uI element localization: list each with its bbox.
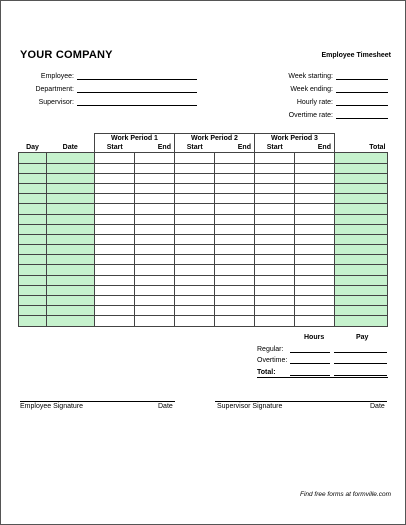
day-cell[interactable]	[19, 296, 47, 306]
wp3-end-cell[interactable]	[295, 265, 335, 275]
wp3-start-cell[interactable]	[255, 296, 295, 306]
total-cell[interactable]	[335, 204, 388, 214]
supervisor-label: Supervisor:	[38, 99, 74, 106]
wp3-end-cell[interactable]	[295, 204, 335, 214]
table-row	[19, 194, 388, 204]
wp1-end-cell[interactable]	[135, 275, 175, 285]
department-input-line[interactable]	[77, 84, 197, 93]
work-period-2-header: Work Period 2	[175, 134, 255, 144]
table-row	[19, 285, 388, 295]
date-cell[interactable]	[47, 255, 95, 265]
wp3-start-cell[interactable]	[255, 285, 295, 295]
employee-signature-label: Employee Signature	[20, 403, 84, 410]
table-row	[19, 245, 388, 255]
wp3-start-cell[interactable]	[255, 265, 295, 275]
wp1-end-cell[interactable]	[135, 183, 175, 193]
wp2-end-cell[interactable]	[215, 306, 255, 316]
wp1-end-cell[interactable]	[135, 245, 175, 255]
wp2-start-cell[interactable]	[175, 173, 215, 183]
table-row	[19, 234, 388, 244]
day-cell[interactable]	[19, 183, 47, 193]
hourly-rate-field[interactable]	[257, 97, 388, 106]
table-row	[19, 306, 388, 316]
wp1-end-cell[interactable]	[135, 265, 175, 275]
regular-label: Regular:	[257, 346, 284, 353]
work-period-3-header: Work Period 3	[255, 134, 335, 144]
day-cell[interactable]	[19, 204, 47, 214]
day-cell[interactable]	[19, 234, 47, 244]
overtime-rate-input-line[interactable]	[336, 110, 388, 119]
pay-header: Pay	[356, 334, 369, 341]
wp3-end-cell[interactable]	[295, 214, 335, 224]
wp2-start-cell[interactable]	[175, 255, 215, 265]
wp2-end-cell[interactable]	[215, 183, 255, 193]
wp3-end-cell[interactable]	[295, 296, 335, 306]
wp1-end-header: End	[135, 143, 175, 153]
wp3-start-cell[interactable]	[255, 163, 295, 173]
date-cell[interactable]	[47, 275, 95, 285]
total-cell[interactable]	[335, 194, 388, 204]
total-cell[interactable]	[335, 296, 388, 306]
total-cell[interactable]	[335, 255, 388, 265]
wp2-end-cell[interactable]	[215, 153, 255, 163]
employee-signature-line[interactable]	[20, 401, 175, 402]
wp3-start-cell[interactable]	[255, 306, 295, 316]
date-cell[interactable]	[47, 224, 95, 234]
wp2-start-cell[interactable]	[175, 234, 215, 244]
wp1-start-cell[interactable]	[95, 255, 135, 265]
table-row	[19, 296, 388, 306]
wp3-start-cell[interactable]	[255, 316, 295, 326]
wp1-end-cell[interactable]	[135, 224, 175, 234]
wp3-start-cell[interactable]	[255, 204, 295, 214]
wp3-end-cell[interactable]	[295, 285, 335, 295]
wp3-end-cell[interactable]	[295, 234, 335, 244]
wp2-end-cell[interactable]	[215, 214, 255, 224]
wp2-end-cell[interactable]	[215, 265, 255, 275]
wp1-start-cell[interactable]	[95, 316, 135, 326]
date-cell[interactable]	[47, 234, 95, 244]
supervisor-signature-label: Supervisor Signature	[217, 403, 283, 410]
day-cell[interactable]	[19, 153, 47, 163]
wp2-end-cell[interactable]	[215, 255, 255, 265]
total-label: Total:	[257, 369, 276, 376]
total-cell[interactable]	[335, 224, 388, 234]
wp1-start-cell[interactable]	[95, 173, 135, 183]
day-cell[interactable]	[19, 163, 47, 173]
wp1-end-cell[interactable]	[135, 204, 175, 214]
wp1-start-cell[interactable]	[95, 306, 135, 316]
date-cell[interactable]	[47, 214, 95, 224]
table-row	[19, 255, 388, 265]
wp3-start-cell[interactable]	[255, 245, 295, 255]
wp1-start-cell[interactable]	[95, 194, 135, 204]
wp1-start-cell[interactable]	[95, 285, 135, 295]
wp1-start-cell[interactable]	[95, 234, 135, 244]
date-cell[interactable]	[47, 163, 95, 173]
wp2-start-cell[interactable]	[175, 316, 215, 326]
table-row	[19, 275, 388, 285]
wp3-start-cell[interactable]	[255, 153, 295, 163]
table-row	[19, 214, 388, 224]
week-starting-label: Week starting:	[288, 73, 333, 80]
employee-input-line[interactable]	[77, 71, 197, 80]
overtime-hours-line[interactable]	[290, 355, 330, 364]
department-field[interactable]	[1, 84, 197, 93]
regular-pay-line[interactable]	[334, 344, 387, 353]
wp1-start-cell[interactable]	[95, 214, 135, 224]
employee-date-label: Date	[158, 403, 173, 410]
wp1-end-cell[interactable]	[135, 163, 175, 173]
wp1-start-header: Start	[95, 143, 135, 153]
wp2-start-cell[interactable]	[175, 275, 215, 285]
day-cell[interactable]	[19, 316, 47, 326]
day-cell[interactable]	[19, 265, 47, 275]
wp2-start-cell[interactable]	[175, 265, 215, 275]
wp2-end-cell[interactable]	[215, 194, 255, 204]
wp1-start-cell[interactable]	[95, 204, 135, 214]
week-starting-field[interactable]	[257, 71, 388, 80]
wp3-end-cell[interactable]	[295, 245, 335, 255]
company-name: YOUR COMPANY	[20, 49, 113, 61]
wp3-end-cell[interactable]	[295, 275, 335, 285]
wp2-start-cell[interactable]	[175, 163, 215, 173]
regular-hours-line[interactable]	[290, 344, 330, 353]
department-label: Department:	[35, 86, 74, 93]
wp3-end-cell[interactable]	[295, 173, 335, 183]
wp3-end-cell[interactable]	[295, 183, 335, 193]
wp2-start-cell[interactable]	[175, 153, 215, 163]
wp2-start-cell[interactable]	[175, 285, 215, 295]
wp2-start-cell[interactable]	[175, 245, 215, 255]
wp3-end-header: End	[295, 143, 335, 153]
form-title: Employee Timesheet	[321, 52, 391, 59]
table-row	[19, 153, 388, 163]
wp2-start-cell[interactable]	[175, 214, 215, 224]
wp3-start-cell[interactable]	[255, 173, 295, 183]
overtime-row	[257, 355, 391, 364]
week-ending-field[interactable]	[257, 84, 388, 93]
wp2-start-header: Start	[175, 143, 215, 153]
day-column-header: Day	[19, 143, 47, 153]
table-row	[19, 163, 388, 173]
wp1-end-cell[interactable]	[135, 296, 175, 306]
wp2-start-cell[interactable]	[175, 296, 215, 306]
wp2-end-cell[interactable]	[215, 204, 255, 214]
wp2-end-cell[interactable]	[215, 296, 255, 306]
table-row	[19, 224, 388, 234]
wp3-start-cell[interactable]	[255, 234, 295, 244]
table-row	[19, 316, 388, 326]
wp1-end-cell[interactable]	[135, 194, 175, 204]
table-row	[19, 265, 388, 275]
total-cell[interactable]	[335, 285, 388, 295]
day-cell[interactable]	[19, 194, 47, 204]
wp1-start-cell[interactable]	[95, 163, 135, 173]
day-cell[interactable]	[19, 255, 47, 265]
column-header-row	[19, 143, 388, 153]
wp3-end-cell[interactable]	[295, 224, 335, 234]
supervisor-date-label: Date	[370, 403, 385, 410]
supervisor-input-line[interactable]	[77, 97, 197, 106]
date-cell[interactable]	[47, 173, 95, 183]
wp3-end-cell[interactable]	[295, 306, 335, 316]
overtime-rate-label: Overtime rate:	[288, 112, 333, 119]
wp2-start-cell[interactable]	[175, 224, 215, 234]
supervisor-field[interactable]	[1, 97, 197, 106]
employee-field[interactable]	[1, 71, 197, 80]
day-cell[interactable]	[19, 173, 47, 183]
total-cell[interactable]	[335, 275, 388, 285]
wp2-start-cell[interactable]	[175, 194, 215, 204]
total-separator	[257, 377, 388, 378]
wp3-end-cell[interactable]	[295, 153, 335, 163]
table-row	[19, 183, 388, 193]
total-cell[interactable]	[335, 306, 388, 316]
hours-header: Hours	[304, 334, 325, 341]
employee-label: Employee:	[40, 73, 74, 80]
wp3-start-cell[interactable]	[255, 275, 295, 285]
day-cell[interactable]	[19, 245, 47, 255]
wp3-start-cell[interactable]	[255, 224, 295, 234]
date-cell[interactable]	[47, 245, 95, 255]
total-column-header: Total	[335, 143, 388, 153]
wp1-end-cell[interactable]	[135, 255, 175, 265]
date-cell[interactable]	[47, 265, 95, 275]
wp2-end-cell[interactable]	[215, 316, 255, 326]
overtime-rate-field[interactable]	[257, 110, 388, 119]
total-cell[interactable]	[335, 245, 388, 255]
work-period-1-header: Work Period 1	[95, 134, 175, 144]
wp2-end-cell[interactable]	[215, 163, 255, 173]
wp1-start-cell[interactable]	[95, 224, 135, 234]
total-row	[257, 367, 391, 376]
wp2-start-cell[interactable]	[175, 204, 215, 214]
wp1-end-cell[interactable]	[135, 173, 175, 183]
total-cell[interactable]	[335, 316, 388, 326]
wp1-end-cell[interactable]	[135, 306, 175, 316]
total-cell[interactable]	[335, 265, 388, 275]
footer-note: Find free forms at formville.com	[299, 491, 391, 498]
wp2-end-cell[interactable]	[215, 234, 255, 244]
date-cell[interactable]	[47, 316, 95, 326]
table-row	[19, 204, 388, 214]
day-cell[interactable]	[19, 275, 47, 285]
wp2-start-cell[interactable]	[175, 306, 215, 316]
wp1-end-cell[interactable]	[135, 214, 175, 224]
wp1-end-cell[interactable]	[135, 234, 175, 244]
timesheet-table	[18, 133, 388, 327]
wp3-start-cell[interactable]	[255, 214, 295, 224]
table-row	[19, 173, 388, 183]
supervisor-signature-line[interactable]	[215, 401, 387, 402]
hourly-rate-input-line[interactable]	[336, 97, 388, 106]
wp1-end-cell[interactable]	[135, 153, 175, 163]
date-cell[interactable]	[47, 306, 95, 316]
total-cell[interactable]	[335, 214, 388, 224]
total-pay-line[interactable]	[334, 367, 387, 376]
total-cell[interactable]	[335, 234, 388, 244]
wp3-start-header: Start	[255, 143, 295, 153]
total-hours-line[interactable]	[290, 367, 330, 376]
wp1-start-cell[interactable]	[95, 265, 135, 275]
date-cell[interactable]	[47, 204, 95, 214]
wp2-end-cell[interactable]	[215, 285, 255, 295]
wp1-end-cell[interactable]	[135, 285, 175, 295]
week-ending-label: Week ending:	[290, 86, 333, 93]
week-ending-input-line[interactable]	[336, 84, 388, 93]
hourly-rate-label: Hourly rate:	[296, 99, 333, 106]
overtime-label: Overtime:	[257, 357, 288, 364]
wp3-end-cell[interactable]	[295, 255, 335, 265]
wp2-end-header: End	[215, 143, 255, 153]
total-cell[interactable]	[335, 153, 388, 163]
wp3-end-cell[interactable]	[295, 194, 335, 204]
wp3-end-cell[interactable]	[295, 163, 335, 173]
work-period-header-row	[19, 134, 388, 144]
date-cell[interactable]	[47, 194, 95, 204]
date-cell[interactable]	[47, 153, 95, 163]
regular-row	[257, 344, 391, 353]
wp2-end-cell[interactable]	[215, 224, 255, 234]
wp1-end-cell[interactable]	[135, 316, 175, 326]
wp3-start-cell[interactable]	[255, 183, 295, 193]
day-cell[interactable]	[19, 214, 47, 224]
wp2-end-cell[interactable]	[215, 245, 255, 255]
date-cell[interactable]	[47, 183, 95, 193]
overtime-pay-line[interactable]	[334, 355, 387, 364]
wp1-start-cell[interactable]	[95, 153, 135, 163]
date-column-header: Date	[47, 143, 95, 153]
week-starting-input-line[interactable]	[336, 71, 388, 80]
day-cell[interactable]	[19, 285, 47, 295]
wp1-start-cell[interactable]	[95, 296, 135, 306]
wp3-end-cell[interactable]	[295, 316, 335, 326]
wp2-start-cell[interactable]	[175, 183, 215, 193]
wp2-end-cell[interactable]	[215, 275, 255, 285]
wp3-start-cell[interactable]	[255, 255, 295, 265]
wp2-end-cell[interactable]	[215, 173, 255, 183]
date-cell[interactable]	[47, 285, 95, 295]
date-cell[interactable]	[47, 296, 95, 306]
total-cell[interactable]	[335, 163, 388, 173]
wp1-start-cell[interactable]	[95, 183, 135, 193]
total-cell[interactable]	[335, 173, 388, 183]
wp3-start-cell[interactable]	[255, 194, 295, 204]
day-cell[interactable]	[19, 306, 47, 316]
total-cell[interactable]	[335, 183, 388, 193]
wp1-start-cell[interactable]	[95, 275, 135, 285]
day-cell[interactable]	[19, 224, 47, 234]
wp1-start-cell[interactable]	[95, 245, 135, 255]
